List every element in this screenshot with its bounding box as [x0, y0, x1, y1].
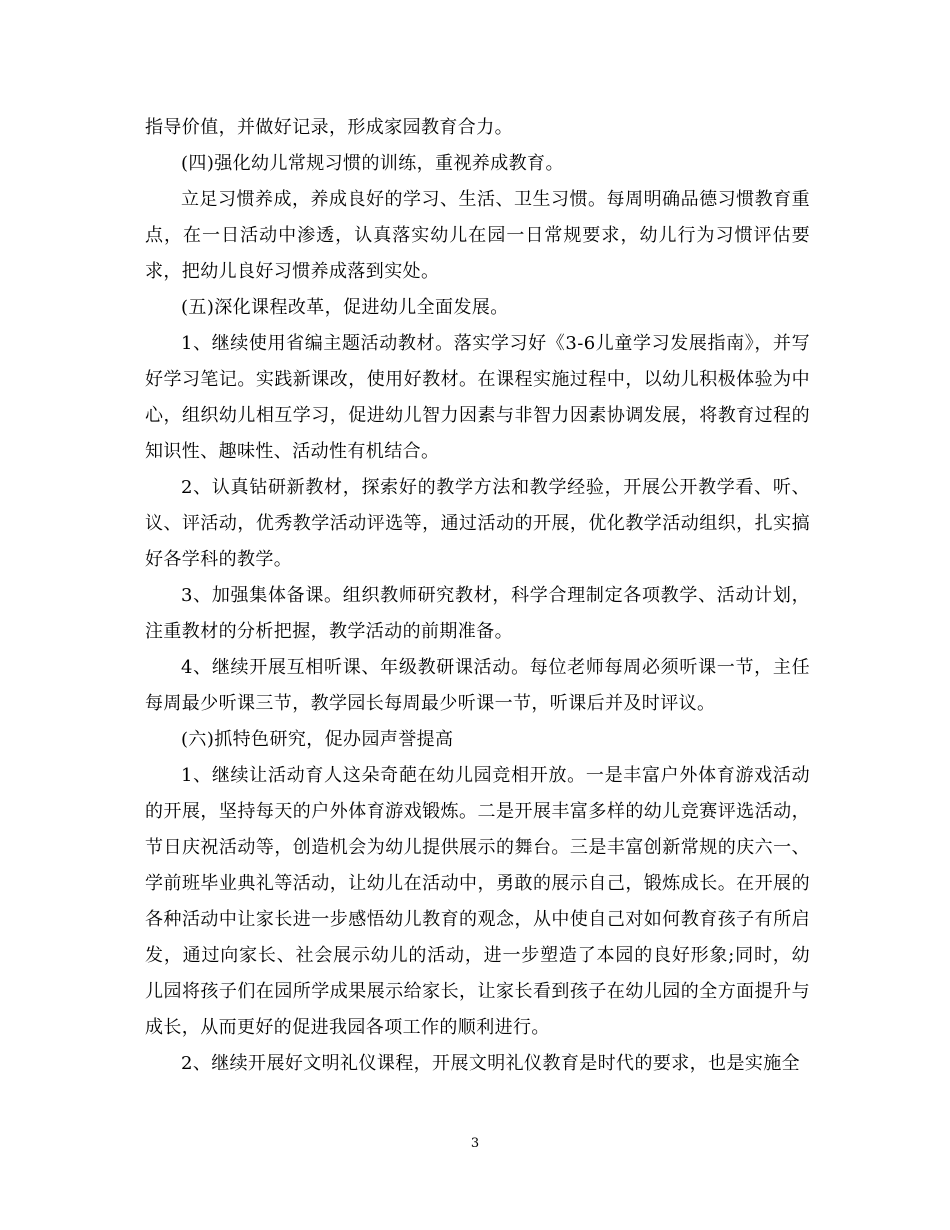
paragraph-feature-1: 1、继续让活动育人这朵奇葩在幼儿园竞相开放。一是丰富户外体育游戏活动的开展，坚持每天的户外体育游戏锻炼。二是开展丰富多样的幼儿竞赛评选活动，节日庆祝活动等，创造机会为幼儿提供展示的舞台。三是丰富创新常规的庆六一、学前班毕业典礼等活动，让幼儿在活动中，勇敢的展示自己，锻炼成长。在开展的各种活动中让家长进一步感悟幼儿教育的观念，从中使自己对如何教育孩子有所启发，通过向家长、社会展示幼儿的活动，进一步塑造了本园的良好形象;同时，幼儿园将孩子们在园所学成果展示给家长，让家长看到孩子在幼儿园的全方面提升与成长，从而更好的促进我园各项工作的顺利进行。 [145, 765, 810, 1038]
paragraph-continuation: 指导价值，并做好记录，形成家园教育合力。 [145, 117, 513, 138]
section-heading-5: (五)深化课程改革，促进幼儿全面发展。 [181, 297, 509, 318]
paragraph-item-3: 3、加强集体备课。组织教师研究教材，科学合理制定各项教学、活动计划，注重教材的分析把握，教学活动的前期准备。 [145, 585, 810, 642]
paragraph-item-1: 1、继续使用省编主题活动教材。落实学习好《3-6儿童学习发展指南》，并写好学习笔记。实践新课改，使用好教材。在课程实施过程中，以幼儿积极体验为中心，组织幼儿相互学习，促进幼儿智力因素与非智力因素协调发展，将教育过程的知识性、趣味性、活动性有机结合。 [145, 333, 810, 462]
page-number: 3 [470, 1136, 480, 1151]
paragraph-feature-2: 2、继续开展好文明礼仪课程，开展文明礼仪教育是时代的要求，也是实施全 [181, 1053, 801, 1074]
paragraph-habits: 立足习惯养成，养成良好的学习、生活、卫生习惯。每周明确品德习惯教育重点，在一日活动中渗透，认真落实幼儿在园一日常规要求，幼儿行为习惯评估要求，把幼儿良好习惯养成落到实处。 [145, 189, 810, 282]
paragraph-item-2: 2、认真钻研新教材，探索好的教学方法和教学经验，开展公开教学看、听、议、评活动，优秀教学活动评选等，通过活动的开展，优化教学活动组织，扎实搞好各学科的教学。 [145, 477, 810, 570]
section-heading-6: (六)抓特色研究，促办园声誉提高 [181, 729, 454, 750]
document-body [145, 110, 810, 1082]
section-heading-4: (四)强化幼儿常规习惯的训练，重视养成教育。 [181, 153, 564, 174]
paragraph-item-4: 4、继续开展互相听课、年级教研课活动。每位老师每周必须听课一节，主任每周最少听课三节，教学园长每周最少听课一节，听课后并及时评议。 [145, 657, 810, 714]
